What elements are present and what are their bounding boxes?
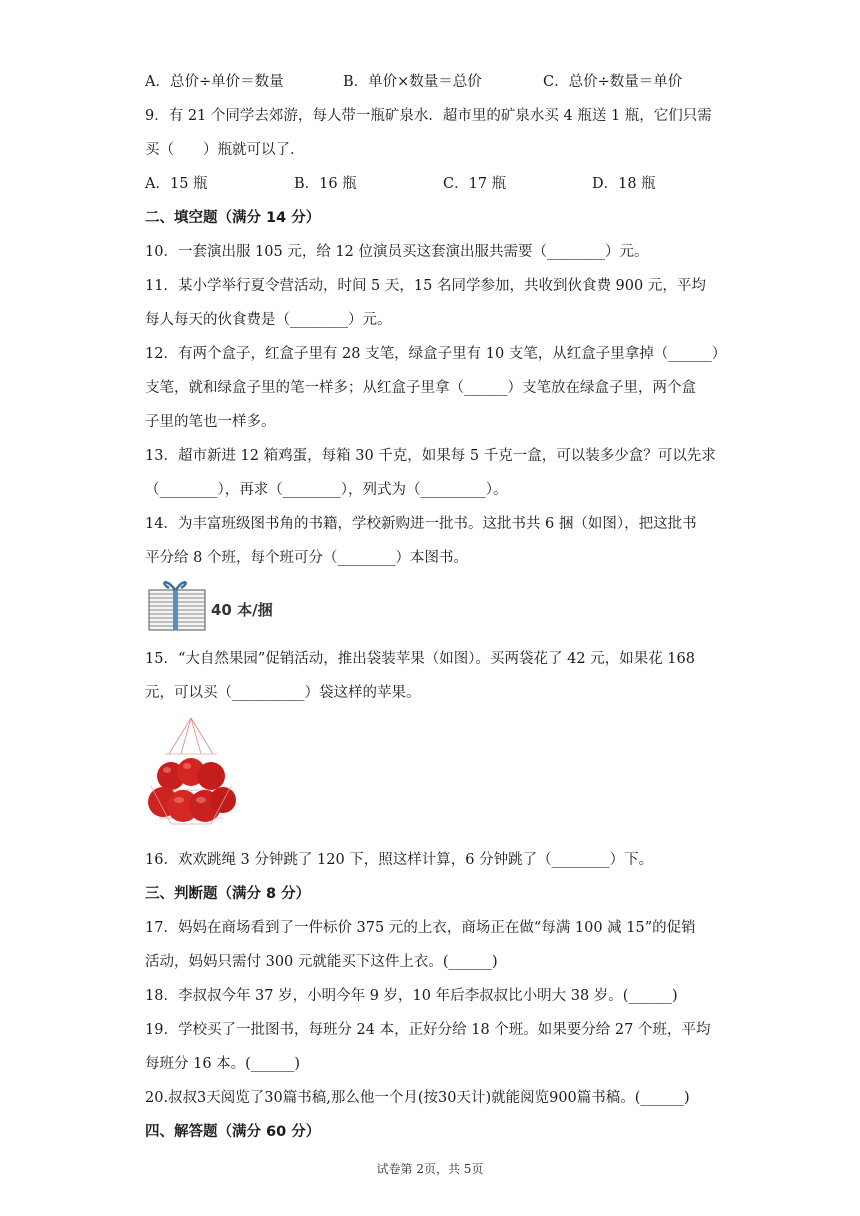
q13-line2: （________），再求（________），列式为（_________）。 bbox=[145, 482, 508, 498]
q12-line3: 子里的笔也一样多。 bbox=[145, 414, 276, 430]
q20: 20.叔叔3天阅览了30篇书稿,那么他一个月(按30天计)就能阅览900篇书稿。(______) bbox=[145, 1090, 690, 1106]
q12-line2: 支笔，就和绿盒子里的笔一样多；从红盒子里拿（______）支笔放在绿盒子里，两个盒 bbox=[145, 380, 696, 396]
q9-option-a: A．15 瓶 bbox=[145, 176, 208, 192]
page-footer: 试卷第 2页，共 5页 bbox=[376, 1162, 484, 1176]
q19-line1: 19．学校买了一批图书，每班分 24 本，正好分给 18 个班。如果要分给 27 个班，平均 bbox=[145, 1022, 711, 1038]
q8-option-c: C．总价÷数量＝单价 bbox=[543, 74, 683, 90]
section-judgement-title: 三、判断题（满分 8 分） bbox=[145, 886, 311, 902]
q9-line1: 9．有 21 个同学去郊游，每人带一瓶矿泉水．超市里的矿泉水买 4 瓶送 1 瓶，它们只需 bbox=[145, 108, 712, 124]
q18: 18．李叔叔今年 37 岁，小明今年 9 岁，10 年后李叔叔比小明大 38 岁。(______) bbox=[145, 988, 678, 1004]
q11-line1: 11．某小学举行夏令营活动，时间 5 天，15 名同学参加，共收到伙食费 900 元，平均 bbox=[145, 278, 706, 294]
q9-option-b: B．16 瓶 bbox=[294, 176, 357, 192]
q10: 10．一套演出服 105 元，给 12 位演员买这套演出服共需要（________）元。 bbox=[145, 244, 649, 260]
q8-option-a: A．总价÷单价＝数量 bbox=[145, 74, 284, 90]
apple-bag-image bbox=[141, 714, 241, 834]
book-bundle-image bbox=[145, 576, 285, 632]
bundle-label: 40 本/捆 bbox=[211, 601, 273, 619]
q11-line2: 每人每天的伙食费是（________）元。 bbox=[145, 312, 392, 328]
q17-line1: 17．妈妈在商场看到了一件标价 375 元的上衣，商场正在做“每满 100 减 15”的促销 bbox=[145, 920, 696, 936]
q13-line1: 13．超市新进 12 箱鸡蛋，每箱 30 千克，如果每 5 千克一盒，可以装多少盒？可以先求 bbox=[145, 448, 716, 464]
q9-line2: 买（ ）瓶就可以了． bbox=[145, 142, 305, 158]
q12-line1: 12．有两个盒子，红盒子里有 28 支笔，绿盒子里有 10 支笔，从红盒子里拿掉（______） bbox=[145, 346, 727, 362]
q14-line1: 14．为丰富班级图书角的书籍，学校新购进一批书。这批书共 6 捆（如图），把这批书 bbox=[145, 516, 697, 532]
section-fill-in-title: 二、填空题（满分 14 分） bbox=[145, 210, 321, 226]
section-solve-title: 四、解答题（满分 60 分） bbox=[145, 1124, 321, 1140]
q16: 16．欢欢跳绳 3 分钟跳了 120 下，照这样计算，6 分钟跳了（________）下。 bbox=[145, 852, 654, 868]
q17-line2: 活动，妈妈只需付 300 元就能买下这件上衣。(______) bbox=[145, 954, 498, 970]
q19-line2: 每班分 16 本。(______) bbox=[145, 1056, 300, 1072]
apple-bag-icon bbox=[141, 714, 241, 834]
q8-option-b: B．单价×数量＝总价 bbox=[343, 74, 482, 90]
q15-line1: 15．“大自然果园”促销活动，推出袋装苹果（如图）。买两袋花了 42 元，如果花 168 bbox=[145, 651, 695, 667]
q14-line2: 平分给 8 个班，每个班可分（________）本图书。 bbox=[145, 550, 468, 566]
q9-option-c: C．17 瓶 bbox=[443, 176, 507, 192]
q15-line2: 元，可以买（__________）袋这样的苹果。 bbox=[145, 685, 421, 701]
q9-option-d: D．18 瓶 bbox=[592, 176, 656, 192]
